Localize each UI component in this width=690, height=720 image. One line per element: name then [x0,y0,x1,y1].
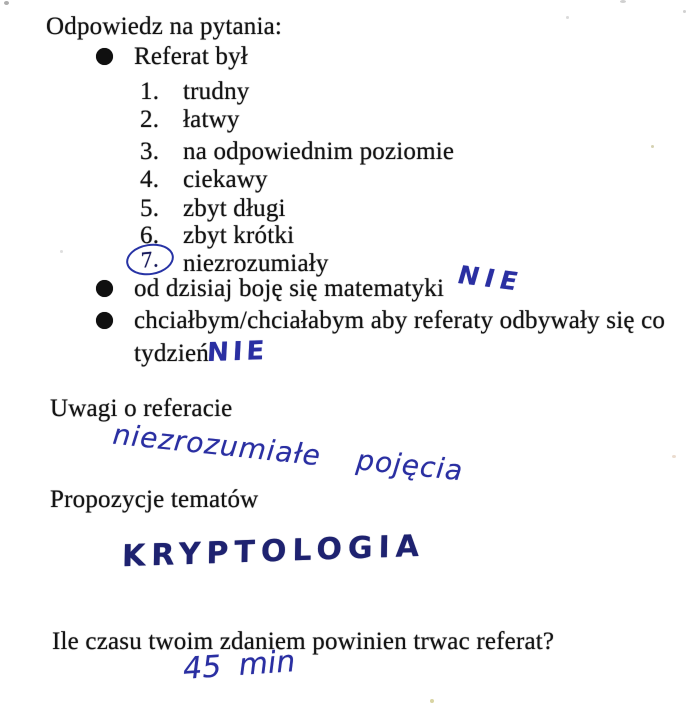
question-boje-label: od dzisiaj boję się matematyki [134,275,445,302]
scan-speck [566,16,569,19]
pen-circle-annotation [124,240,176,278]
scan-speck [651,145,654,148]
option-text: zbyt długi [183,195,286,222]
option-text: na odpowiednim poziomie [183,138,455,165]
handwritten-answer-nie: NIE [206,335,269,369]
option-number: 3. [140,138,160,165]
option-number: 6. [140,222,160,249]
question-referaty-label-line1: chciałbym/chciałabym aby referaty odbywały się co [134,307,666,334]
question-referat-label: Referat był [134,43,248,70]
bullet-icon [96,312,113,329]
option-number: 2. [140,106,160,133]
page-title: Odpowiedz na pytania: [46,13,283,40]
option-text: niezrozumiały [183,250,329,277]
option-text: trudny [183,78,250,105]
option-text: ciekawy [183,166,268,193]
handwritten-czas-answer: 45 min [181,644,297,687]
option-number: 4. [140,166,160,193]
scan-speck [4,1,9,5]
handwritten-propozycje-answer: KRYPTOLOGIA [121,528,426,575]
handwritten-answer-nie: NIE [454,260,528,297]
section-uwagi-label: Uwagi o referacie [50,395,233,422]
section-propozycje-label: Propozycje tematów [50,486,259,513]
question-czas-label: Ile czasu twoim zdaniem powinien trwac referat? [52,628,555,655]
option-text: zbyt krótki [183,222,295,249]
scan-speck [683,10,686,13]
handwritten-uwagi-answer: niezrozumiałe pojęcia [111,417,465,488]
bullet-icon [96,48,113,65]
scan-speck [430,699,434,703]
scan-speck [672,455,676,458]
scan-speck [620,0,626,3]
scan-speck [60,250,63,253]
option-number: 5. [140,195,160,222]
option-number: 1. [140,78,160,105]
option-text: łatwy [183,106,240,133]
option-number: 7. [140,245,160,273]
bullet-icon [96,280,113,297]
question-referaty-label-line2: tydzień [134,340,209,367]
